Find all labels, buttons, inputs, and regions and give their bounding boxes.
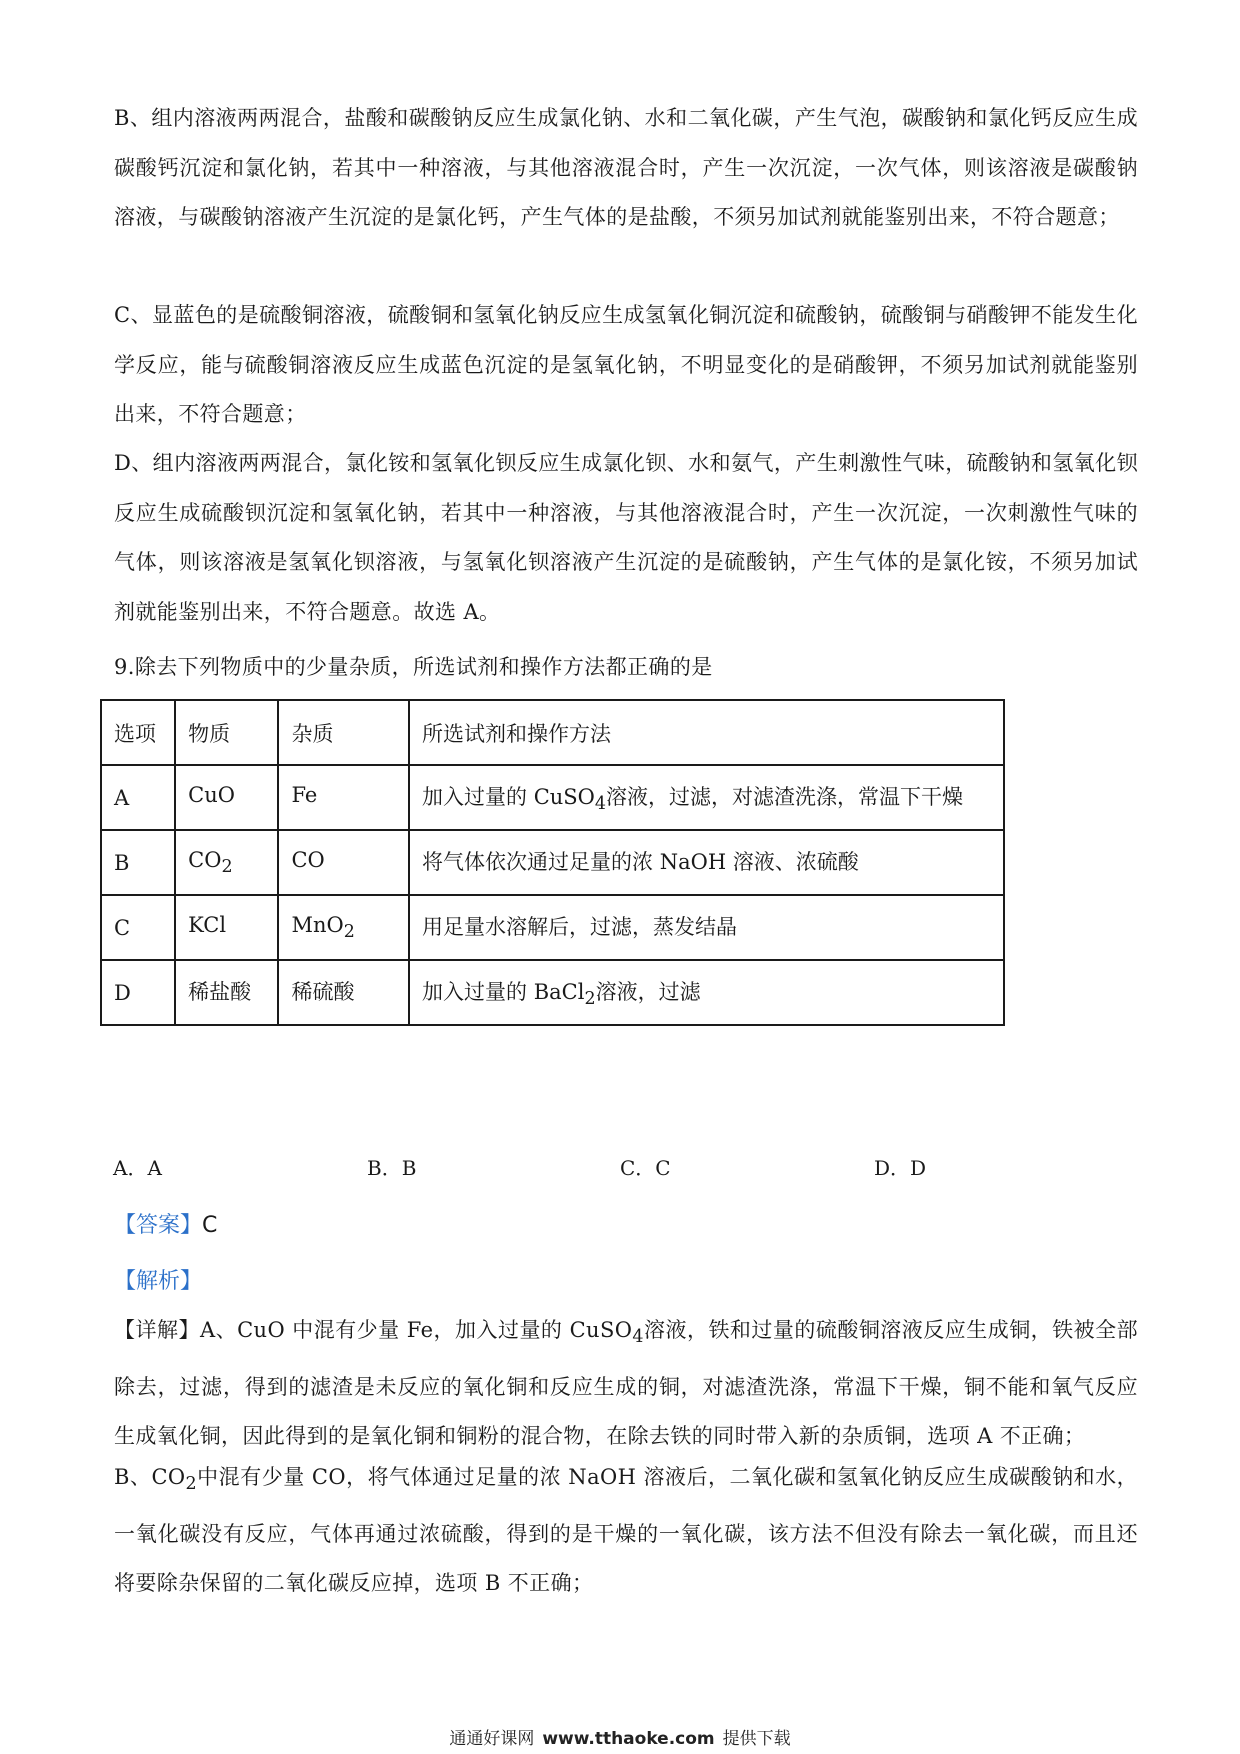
header-impurity: 杂质 — [278, 700, 409, 765]
cell-option: D — [101, 960, 175, 1025]
footer-url: www.tthaoke.com — [542, 1729, 715, 1749]
table-row — [101, 960, 1004, 1025]
cell-method: 加入过量的 BaCl$_2$溶液，过滤 — [409, 960, 1004, 1025]
footer-note: 提供下载 — [722, 1729, 791, 1749]
cell-substance: 稀盐酸 — [175, 960, 278, 1025]
cell-substance: KCl — [175, 895, 278, 960]
cell-method: 加入过量的 CuSO$_4$溶液，过滤，对滤渣洗涤，常温下干燥 — [409, 765, 1004, 830]
paragraph-option-b-explanation: B、组内溶液两两混合，盐酸和碳酸钠反应生成氯化钠、水和二氧化碳，产生气泡，碳酸钠和氯化钙反应生成碳酸钙沉淀和氯化钠，若其中一种溶液，与其他溶液混合时，产生一次沉淀，一次气体，则该溶液是碳酸钠溶液，与碳酸钠溶液产生沉淀的是氯化钙，产生气体的是盐酸，不须另加试剂就能鉴别出来，不符合题意； — [114, 106, 1138, 229]
table-row — [101, 830, 1004, 895]
header-substance: 物质 — [175, 700, 278, 765]
options-table — [100, 699, 1005, 1026]
table-row — [101, 765, 1004, 830]
cell-substance: CuO — [175, 765, 278, 830]
cell-impurity: MnO$_2$ — [278, 895, 409, 960]
choice-b: B．B — [367, 1156, 417, 1180]
cell-option: A — [101, 765, 175, 830]
table-row — [101, 895, 1004, 960]
header-method: 所选试剂和操作方法 — [409, 700, 1004, 765]
cell-substance: $CO_2$ — [175, 830, 278, 895]
cell-option: B — [101, 830, 175, 895]
page-footer — [0, 1724, 1240, 1749]
analysis-tag: 【解析】 — [114, 1269, 203, 1294]
cell-method: 将气体依次通过足量的浓 NaOH 溶液、浓硫酸 — [409, 830, 1004, 895]
detail-tag: 【详解】 — [114, 1318, 200, 1342]
answer-value: C — [202, 1213, 218, 1238]
table-header-row — [101, 700, 1004, 765]
cell-impurity: 稀硫酸 — [278, 960, 409, 1025]
cell-impurity: Fe — [278, 765, 409, 830]
detail-option-b: B、$CO_2$中混有少量 CO，将气体通过足量的浓 NaOH 溶液后，二氧化碳和氢氧化钠反应生成碳酸钠和水，一氧化碳没有反应，气体再通过浓硫酸，得到的是干燥的一氧化碳，该方法不但没有除去一氧化碳，而且还将要除杂保留的二氧化碳反应掉，选项 B 不正确； — [114, 1465, 1138, 1596]
header-option: 选项 — [101, 700, 175, 765]
answer-choices — [0, 1152, 1240, 1192]
choice-a: A．A — [113, 1156, 162, 1180]
answer-tag: 【答案】 — [114, 1213, 203, 1238]
detail-option-a: 【详解】A、CuO 中混有少量 Fe，加入过量的 CuSO$_4$溶液，铁和过量的硫酸铜溶液反应生成铜，铁被全部除去，过滤，得到的滤渣是未反应的氧化铜和反应生成的铜，对滤渣洗涤，常温下干燥，铜不能和氧气反应生成氧化铜，因此得到的是氧化铜和铜粉的混合物，在除去铁的同时带入新的杂质铜，选项 A 不正确； — [114, 1318, 1138, 1449]
cell-impurity: CO — [278, 830, 409, 895]
question-9-stem: 9.除去下列物质中的少量杂质，所选试剂和操作方法都正确的是 — [114, 655, 713, 679]
cell-option: C — [101, 895, 175, 960]
analysis-heading — [114, 1264, 202, 1295]
paragraph-option-d-explanation: D、组内溶液两两混合，氯化铵和氢氧化钡反应生成氯化钡、水和氨气，产生刺激性气味，硫酸钠和氢氧化钡反应生成硫酸钡沉淀和氢氧化钠，若其中一种溶液，与其他溶液混合时，产生一次沉淀，一次刺激性气味的气体，则该溶液是氢氧化钡溶液，与氢氧化钡溶液产生沉淀的是硫酸钠，产生气体的是氯化铵，不须另加试剂就能鉴别出来，不符合题意。故选 A。 — [114, 451, 1138, 624]
choice-d: D．D — [874, 1156, 927, 1180]
answer-line — [114, 1208, 217, 1239]
choice-c: C．C — [620, 1156, 671, 1180]
cell-method: 用足量水溶解后，过滤，蒸发结晶 — [409, 895, 1004, 960]
footer-site-name: 通通好课网 — [449, 1729, 535, 1749]
paragraph-option-c-explanation: C、显蓝色的是硫酸铜溶液，硫酸铜和氢氧化钠反应生成氢氧化铜沉淀和硫酸钠，硫酸铜与硝酸钾不能发生化学反应，能与硫酸铜溶液反应生成蓝色沉淀的是氢氧化钠，不明显变化的是硝酸钾，不须另加试剂就能鉴别出来，不符合题意； — [114, 303, 1138, 426]
